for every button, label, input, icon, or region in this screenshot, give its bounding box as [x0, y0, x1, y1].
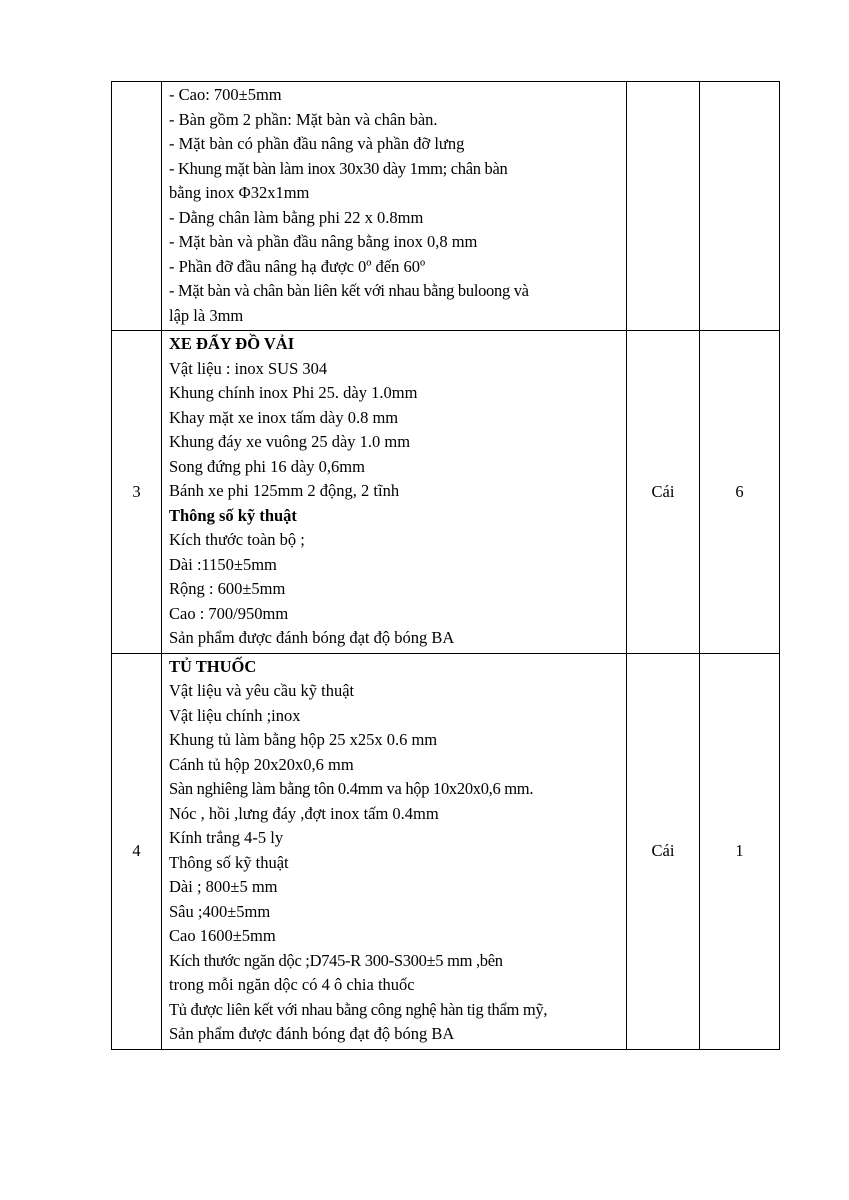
desc-line: Cao 1600±5mm [169, 926, 276, 945]
desc-line: - Khung mặt bàn làm inox 30x30 dày 1mm; chân bàn [169, 158, 508, 178]
desc-line: Bánh xe phi 125mm 2 động, 2 tĩnh [169, 481, 400, 500]
item-title: XE ĐẨY ĐỒ VẢI [169, 334, 295, 353]
item-title: TỦ THUỐC [169, 656, 257, 676]
quantity-cell [700, 82, 780, 331]
desc-line: Cao : 700/950mm [169, 603, 289, 623]
desc-line: Dài ; 800±5 mm [169, 877, 278, 896]
stt-cell: 3 [112, 331, 162, 654]
desc-line: Dài :1150±5mm [169, 554, 277, 574]
desc-line: Nóc , hồi ,lưng đáy ,đợt inox tấm 0.4mm [169, 803, 439, 823]
desc-line: lập là 3mm [169, 305, 244, 325]
desc-line: Kính trắng 4-5 ly [169, 828, 284, 847]
desc-line: Vật liệu và yêu cầu kỹ thuật [169, 681, 355, 700]
desc-line: Khung chính inox Phi 25. dày 1.0mm [169, 383, 418, 402]
table-row [112, 82, 780, 331]
item-subtitle: Thông số kỹ thuật [169, 505, 297, 525]
description-cell [162, 331, 627, 654]
desc-line: Sản phẩm được đánh bóng đạt độ bóng BA [169, 628, 455, 647]
quantity-cell: 6 [700, 331, 780, 654]
desc-line: - Mặt bàn và chân bàn liên kết với nhau bằng buloong và [169, 281, 529, 300]
desc-line: Cánh tủ hộp 20x20x0,6 mm [169, 754, 354, 774]
desc-line: Khung tủ làm bằng hộp 25 x25x 0.6 mm [169, 730, 438, 749]
table-row [112, 653, 780, 1049]
desc-line: Song đứng phi 16 dày 0,6mm [169, 456, 365, 476]
desc-line: - Bàn gồm 2 phần: Mặt bàn và chân bàn. [169, 109, 438, 129]
unit-cell [627, 82, 700, 331]
quantity-cell: 1 [700, 653, 780, 1049]
description-cell [162, 82, 627, 331]
desc-line: Vật liệu chính ;inox [169, 705, 301, 725]
desc-line: Sản phẩm được đánh bóng đạt độ bóng BA [169, 1024, 455, 1043]
desc-line: Vật liệu : inox SUS 304 [169, 358, 328, 378]
unit-cell: Cái [627, 331, 700, 654]
desc-line: Tủ được liên kết với nhau bằng công nghệ hàn tig thẩm mỹ, [169, 999, 548, 1019]
desc-line: Rộng : 600±5mm [169, 579, 286, 598]
desc-line: Sàn nghiêng làm bằng tôn 0.4mm va hộp 10x20x0,6 mm. [169, 779, 534, 798]
desc-line: Kích thước ngăn dộc ;D745-R 300-S300±5 mm ,bên [169, 950, 503, 970]
desc-line: bằng inox Φ32x1mm [169, 183, 310, 202]
desc-line: trong mỗi ngăn dộc có 4 ô chia thuốc [169, 975, 415, 994]
desc-line: Kích thước toàn bộ ; [169, 530, 305, 549]
desc-line: Thông số kỹ thuật [169, 852, 289, 872]
description-cell [162, 653, 627, 1049]
unit-cell: Cái [627, 653, 700, 1049]
desc-line: - Phần đỡ đầu nâng hạ được 0º đến 60º [169, 256, 426, 276]
desc-line: Khung đáy xe vuông 25 dày 1.0 mm [169, 432, 411, 451]
desc-line: Sâu ;400±5mm [169, 901, 271, 921]
specification-table [111, 81, 780, 1050]
desc-line: - Cao: 700±5mm [169, 85, 282, 104]
table-row [112, 331, 780, 654]
desc-line: Khay mặt xe inox tấm dày 0.8 mm [169, 407, 399, 427]
stt-cell [112, 82, 162, 331]
desc-line: - Dằng chân làm bằng phi 22 x 0.8mm [169, 207, 424, 227]
stt-cell: 4 [112, 653, 162, 1049]
desc-line: - Mặt bàn và phần đầu nâng bằng inox 0,8 mm [169, 232, 478, 251]
desc-line: - Mặt bàn có phần đầu nâng và phần đỡ lưng [169, 134, 465, 153]
